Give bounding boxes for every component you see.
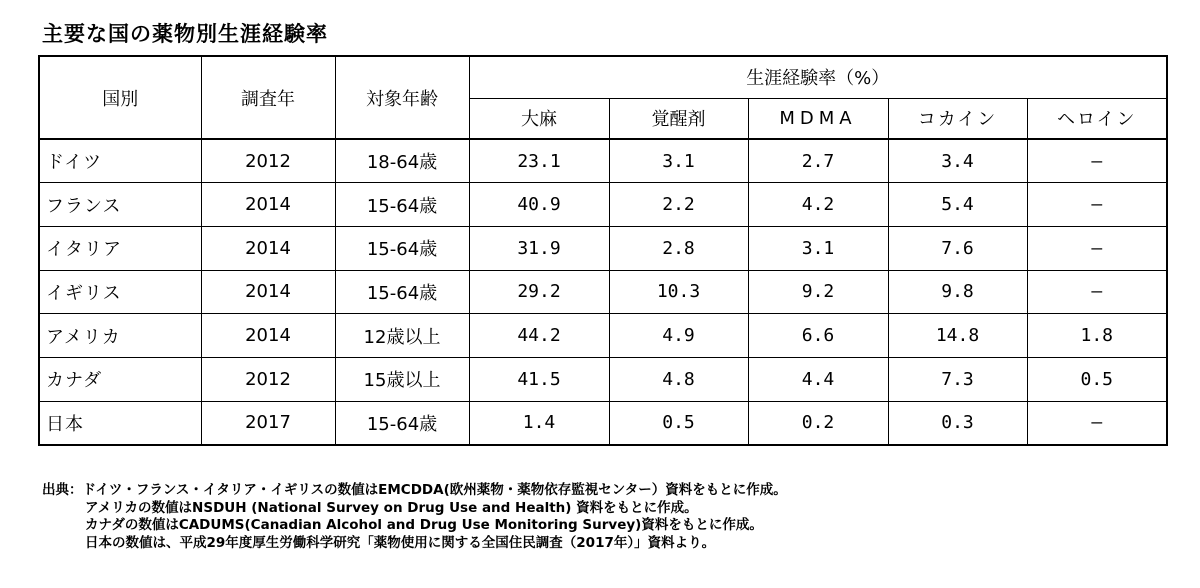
cell-country: フランス xyxy=(39,183,201,227)
table-row xyxy=(39,226,1167,270)
cell-age: 18-64歳 xyxy=(335,139,469,183)
source-note-line: アメリカの数値はNSDUH (National Survey on Drug Use and Health) 資料をもとに作成。 xyxy=(85,499,698,516)
cell-stimulants: 2.8 xyxy=(609,226,748,270)
page-title: 主要な国の薬物別生涯経験率 xyxy=(42,22,328,46)
cell-year: 2012 xyxy=(201,139,335,183)
cell-country: イタリア xyxy=(39,226,201,270)
cell-age: 15-64歳 xyxy=(335,401,469,445)
cell-heroin: 1.8 xyxy=(1027,314,1167,358)
cell-heroin: — xyxy=(1027,183,1167,227)
source-note-line: 出典：ドイツ・フランス・イタリア・イギリスの数値はEMCDDA(欧州薬物・薬物依存監視センター）資料をもとに作成。 xyxy=(42,482,787,498)
table-row xyxy=(39,357,1167,401)
cell-mdma: 0.2 xyxy=(748,401,888,445)
cell-year: 2014 xyxy=(201,314,335,358)
cell-year: 2012 xyxy=(201,357,335,401)
cell-stimulants: 2.2 xyxy=(609,183,748,227)
cell-year: 2014 xyxy=(201,270,335,314)
cell-cannabis: 44.2 xyxy=(469,314,609,358)
cell-country: カナダ xyxy=(39,357,201,401)
table-row xyxy=(39,139,1167,183)
cell-cannabis: 40.9 xyxy=(469,183,609,227)
cell-mdma: 6.6 xyxy=(748,314,888,358)
cell-stimulants: 10.3 xyxy=(609,270,748,314)
cell-cannabis: 23.1 xyxy=(469,139,609,183)
cell-heroin: 0.5 xyxy=(1027,357,1167,401)
source-notes xyxy=(42,482,787,552)
cell-cannabis: 1.4 xyxy=(469,401,609,445)
source-note-line: カナダの数値はCADUMS(Canadian Alcohol and Drug Use Monitoring Survey)資料をもとに作成。 xyxy=(85,517,763,533)
header-drug-cocaine: コカイン xyxy=(888,98,1027,139)
header-drug-stimulants: 覚醒剤 xyxy=(609,98,748,139)
cell-age: 12歳以上 xyxy=(335,314,469,358)
cell-stimulants: 0.5 xyxy=(609,401,748,445)
drug-lifetime-prevalence-table xyxy=(38,55,1168,446)
cell-stimulants: 4.9 xyxy=(609,314,748,358)
cell-year: 2017 xyxy=(201,401,335,445)
cell-cocaine: 7.3 xyxy=(888,357,1027,401)
cell-cocaine: 3.4 xyxy=(888,139,1027,183)
cell-age: 15歳以上 xyxy=(335,357,469,401)
cell-cocaine: 9.8 xyxy=(888,270,1027,314)
header-drug-mdma: MDMA xyxy=(748,98,888,139)
cell-cannabis: 29.2 xyxy=(469,270,609,314)
cell-heroin: — xyxy=(1027,270,1167,314)
cell-country: イギリス xyxy=(39,270,201,314)
cell-age: 15-64歳 xyxy=(335,270,469,314)
cell-year: 2014 xyxy=(201,226,335,270)
cell-mdma: 4.2 xyxy=(748,183,888,227)
cell-age: 15-64歳 xyxy=(335,226,469,270)
cell-age: 15-64歳 xyxy=(335,183,469,227)
table-row xyxy=(39,183,1167,227)
cell-mdma: 2.7 xyxy=(748,139,888,183)
cell-mdma: 3.1 xyxy=(748,226,888,270)
cell-stimulants: 4.8 xyxy=(609,357,748,401)
cell-cocaine: 14.8 xyxy=(888,314,1027,358)
cell-cocaine: 7.6 xyxy=(888,226,1027,270)
header-year: 調査年 xyxy=(201,56,335,139)
header-country: 国別 xyxy=(39,56,201,139)
cell-country: ドイツ xyxy=(39,139,201,183)
cell-mdma: 4.4 xyxy=(748,357,888,401)
cell-country: アメリカ xyxy=(39,314,201,358)
table-row xyxy=(39,401,1167,445)
cell-cannabis: 41.5 xyxy=(469,357,609,401)
cell-heroin: — xyxy=(1027,139,1167,183)
cell-stimulants: 3.1 xyxy=(609,139,748,183)
cell-cocaine: 5.4 xyxy=(888,183,1027,227)
header-row xyxy=(39,56,1167,98)
table-row xyxy=(39,314,1167,358)
header-age: 対象年齢 xyxy=(335,56,469,139)
cell-heroin: — xyxy=(1027,226,1167,270)
header-drug-heroin: ヘロイン xyxy=(1027,98,1167,139)
cell-country: 日本 xyxy=(39,401,201,445)
source-note-line: 日本の数値は、平成29年度厚生労働科学研究「薬物使用に関する全国住民調査（2017年）」資料より。 xyxy=(85,534,716,551)
header-lifetime-rate-group: 生涯経験率（%） xyxy=(469,56,1167,98)
header-drug-cannabis: 大麻 xyxy=(469,98,609,139)
cell-heroin: — xyxy=(1027,401,1167,445)
cell-year: 2014 xyxy=(201,183,335,227)
cell-mdma: 9.2 xyxy=(748,270,888,314)
table-row xyxy=(39,270,1167,314)
cell-cannabis: 31.9 xyxy=(469,226,609,270)
cell-cocaine: 0.3 xyxy=(888,401,1027,445)
